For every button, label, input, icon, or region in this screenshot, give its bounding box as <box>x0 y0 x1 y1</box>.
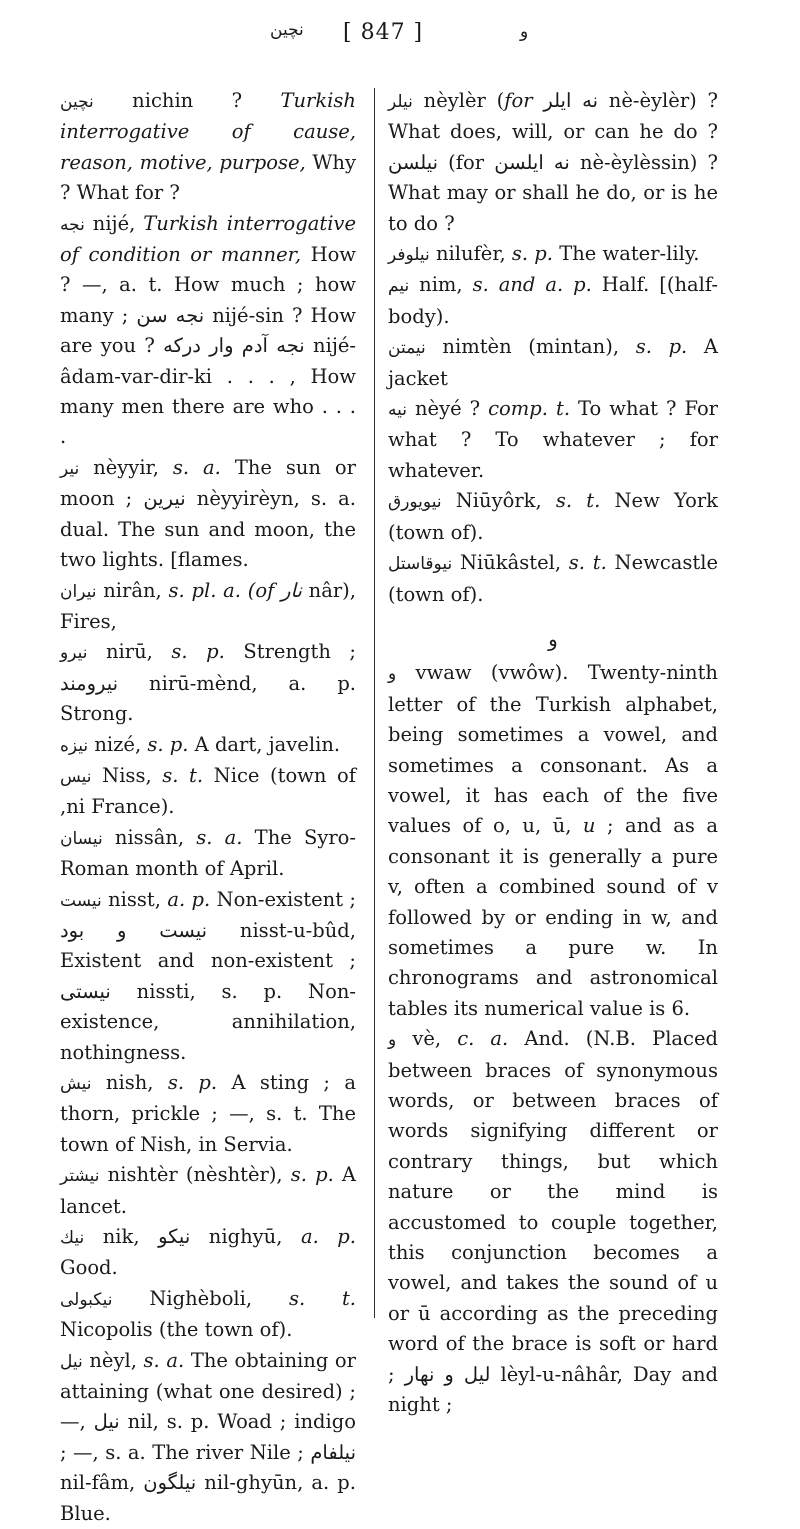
entry-italic-text: s. p. <box>635 335 688 359</box>
column-divider <box>374 88 375 1318</box>
entry-arabic-headword: نيه <box>388 400 407 421</box>
entry-text: A sting ; a thorn, prickle ; —, s. t. The town of Nish, in Servia. <box>60 1071 356 1156</box>
entry-arabic-headword: نيشتر <box>60 1166 100 1187</box>
right-column-entries <box>388 86 718 610</box>
entry-arabic-headword: نيمتن <box>388 338 426 359</box>
dictionary-entry <box>60 1160 356 1222</box>
entry-text: nèyyir, <box>79 455 173 479</box>
entry-text: nizé, <box>88 732 148 756</box>
dictionary-entry <box>60 453 356 576</box>
entry-text: Nice (town of ,ni France). <box>60 763 356 819</box>
entry-italic-text: u <box>582 814 596 838</box>
header-arabic-word: نچين <box>270 20 304 40</box>
entry-text: The water-lily. <box>553 242 700 266</box>
entry-arabic-headword: نيست <box>60 890 102 911</box>
entry-text: nâr), Fires, <box>60 578 356 633</box>
entry-arabic-headword: نيوقاستل <box>388 554 453 575</box>
right-column-entries-after <box>388 658 718 1420</box>
dictionary-entry <box>388 1024 718 1420</box>
left-column <box>60 86 356 1529</box>
header-letter: و <box>520 22 529 42</box>
entry-text: ; and as a consonant it is generally a pure v, often a combined sound of v followed by or ending in w, and sometimes a pure w. In chronograms and astronomical tables its numerical value is 6. <box>388 814 718 1020</box>
entry-text: nimtèn (mintan), <box>425 335 636 359</box>
entry-text: nèyl, <box>82 1348 144 1372</box>
entry-italic-text: s. p. <box>171 640 225 664</box>
dictionary-entry <box>388 86 718 239</box>
entry-arabic-headword: نير <box>60 458 80 479</box>
entry-arabic-headword: نيس <box>60 766 92 787</box>
entry-text: Nicopolis (the town of). <box>60 1318 293 1342</box>
entry-italic-text: comp. t. <box>488 397 571 421</box>
entry-italic-text: s. p. <box>511 242 553 266</box>
entry-italic-text: Turkish interrogative of condition or manner, <box>60 211 356 267</box>
entry-arabic-headword: نيل <box>60 1351 83 1372</box>
dictionary-entry <box>60 823 356 885</box>
dictionary-entry <box>60 1222 356 1284</box>
entry-italic-text: for <box>504 89 533 112</box>
entry-italic-text: s. a. <box>143 1348 185 1372</box>
entry-text: The Syro-Roman month of April. <box>60 825 357 881</box>
entry-arabic-headword: نيويورق <box>388 492 442 513</box>
entry-text: nijé, <box>84 211 144 235</box>
dictionary-entry <box>388 486 718 548</box>
entry-text: nilufèr, <box>429 242 512 266</box>
entry-arabic-headword: نيسان <box>60 828 103 849</box>
entry-arabic-headword: نيلر <box>388 92 413 112</box>
entry-text: نه ايلر nè-èylèr) ? What does, will, or can he do ? نيلسن (for نه ايلسن nè-èylèssin) ? What may or shall he do, or is he to do ? <box>388 89 718 235</box>
entry-text: Half. [(half-body). <box>388 273 719 328</box>
entry-text: nichin ? <box>93 89 281 112</box>
entry-text: Niūkâstel, <box>452 551 569 575</box>
entry-italic-text: s. t. <box>288 1286 356 1310</box>
page-header <box>0 20 800 60</box>
entry-italic-text: a. p. <box>167 887 211 911</box>
entry-text: New York (town of). <box>388 489 718 544</box>
entry-arabic-headword: نيش <box>60 1074 92 1094</box>
entry-arabic-headword: و <box>388 664 397 685</box>
entry-arabic-headword: نيكبولى <box>60 1289 113 1310</box>
entry-text: The sun or moon ; نيرين nèyyirèyn, s. a. dual. The sun and moon, the two lights. [flames. <box>60 455 356 572</box>
entry-text: nirū, <box>87 640 172 664</box>
entry-text: The obtaining or attaining (what one desired) ; —, نيل nil, s. p. Woad ; indigo ; —, s. a. The river Nile ; نيلفام nil-fâm, نيلگون nil-ghyūn, a. p. Blue. <box>60 1348 356 1525</box>
entry-italic-text: s. p. <box>147 732 189 756</box>
entry-text: nissân, <box>102 825 197 849</box>
entry-text: A jacket <box>388 335 719 390</box>
dictionary-entry <box>60 1284 356 1346</box>
entry-text: Newcastle (town of). <box>388 551 718 606</box>
dictionary-entry <box>388 270 718 332</box>
entry-arabic-headword: نجه <box>60 214 85 235</box>
entry-italic-text: s. t. <box>555 489 601 513</box>
section-letter-heading: و <box>548 626 558 651</box>
entry-text: Why ? What for ? <box>60 150 356 205</box>
entry-arabic-headword: نيران <box>60 581 97 602</box>
dictionary-entry <box>388 394 718 486</box>
entry-italic-text: a. p. <box>300 1225 356 1249</box>
entry-italic-text: s. t. <box>162 763 204 787</box>
entry-italic-text: c. a. <box>457 1027 509 1051</box>
entry-text: A dart, javelin. <box>188 732 341 756</box>
entry-text: Niss, <box>91 763 163 787</box>
page-number: [ 847 ] <box>343 20 424 45</box>
dictionary-entry <box>60 730 356 761</box>
dictionary-entry <box>388 658 718 1024</box>
entry-text: Nighèboli, <box>112 1286 289 1310</box>
entry-arabic-headword: نچين <box>60 92 94 112</box>
entry-arabic-headword: نيك <box>60 1228 85 1249</box>
dictionary-entry <box>60 576 356 638</box>
dictionary-entry <box>60 209 356 453</box>
entry-text: nish, <box>91 1071 168 1094</box>
entry-italic-text: s. a. <box>196 825 243 849</box>
entry-arabic-headword: نيزه <box>60 735 89 756</box>
entry-italic-text: s. p. <box>167 1071 218 1094</box>
entry-text: Good. <box>60 1256 118 1280</box>
entry-italic-text: s. a. <box>172 455 221 479</box>
entry-text: nèylèr ( <box>412 89 505 112</box>
entry-text: nèyé ? <box>406 397 489 421</box>
entry-text: A lancet. <box>60 1163 356 1218</box>
entry-text: nisst, <box>101 887 168 911</box>
entry-text: Niūyôrk, <box>441 489 556 513</box>
entry-italic-text: s. pl. a. (of نار <box>168 578 302 602</box>
entry-italic-text: s. and a. p. <box>472 273 592 297</box>
entry-arabic-headword: نيم <box>388 276 410 297</box>
dictionary-entry <box>60 637 356 729</box>
right-column <box>388 86 718 1420</box>
entry-text: Non-existent ; نيست و بود nisst-u-bûd, Existent and non-existent ; نيستى nissti, s. p. Non-existence, annihilation, nothingness. <box>60 887 356 1064</box>
entry-text: nim, <box>409 273 473 297</box>
entry-text: And. (N.B. Placed between braces of synonymous words, or between braces of words signifying different or contrary things, but which nature or the mind is accustomed to couple together, this conjunction becomes a vowel, and takes the sound of u or ū according as the preceding word of the brace is soft or hard ; ليل و نهار lèyl-u-nâhâr, Day and night ; <box>388 1027 718 1417</box>
entry-text: vè, <box>396 1027 458 1051</box>
dictionary-entry <box>388 548 718 610</box>
entry-italic-text: Turkish interrogative of cause, reason, motive, purpose, <box>60 89 356 174</box>
dictionary-entry <box>60 761 356 823</box>
entry-italic-text: s. t. <box>568 551 607 575</box>
entry-arabic-headword: نيلوفر <box>388 245 430 266</box>
dictionary-entry <box>60 1346 356 1529</box>
dictionary-entry <box>388 239 718 270</box>
entry-text: nishtèr (nèshtèr), <box>99 1163 291 1187</box>
entry-text: nik, نيكو nighyū, <box>84 1225 301 1249</box>
entry-text: nirân, <box>96 578 169 602</box>
entry-text: Strength ; نيرومند nirū-mènd, a. p. Strong. <box>60 640 356 726</box>
entry-arabic-headword: و <box>388 1030 397 1051</box>
dictionary-entry <box>60 1068 356 1160</box>
entry-arabic-headword: نيرو <box>60 643 88 664</box>
entry-text: How ? —, a. t. How much ; how many ; نجه سن nijé-sin ? How are you ? نجه آدم وار درکه nijé-âdam-var-dir-ki . . . , How many men there are who . . . . <box>60 243 357 449</box>
entry-italic-text: s. p. <box>290 1163 334 1187</box>
dictionary-entry <box>60 86 356 209</box>
dictionary-entry <box>60 885 356 1068</box>
entry-text: vwaw (vwôw). Twenty-ninth letter of the Turkish alphabet, being sometimes a vowel, and sometimes a consonant. As a vowel, it has each of the five values of o, u, ū, <box>388 661 718 838</box>
dictionary-entry <box>388 332 718 394</box>
entry-text: To what ? For what ? To whatever ; for whatever. <box>388 397 718 482</box>
